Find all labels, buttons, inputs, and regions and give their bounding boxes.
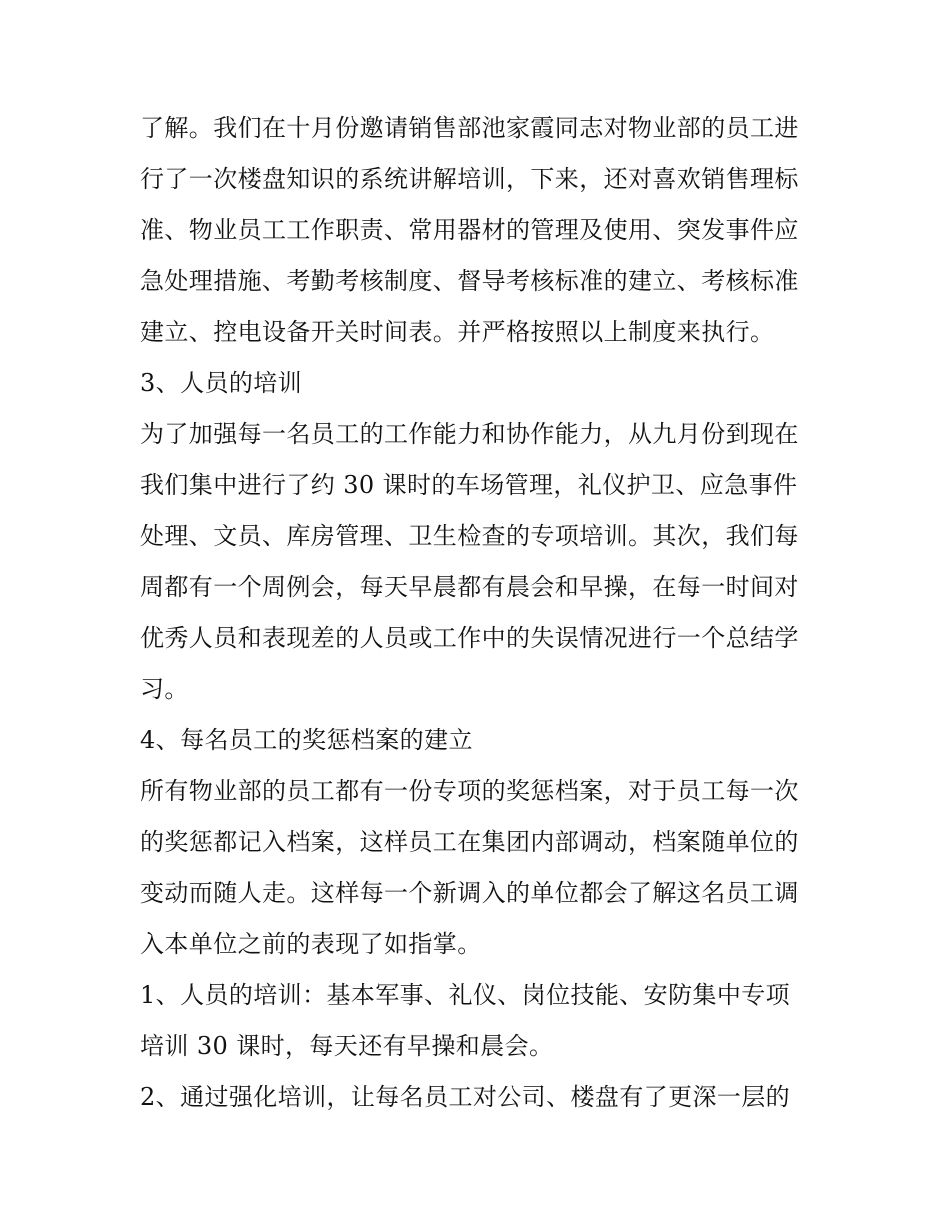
- text-line: 处理、文员、库房管理、卫生检查的专项培训。其次，我们每: [140, 522, 799, 550]
- text-line: 行了一次楼盘知识的系统讲解培训，下来，还对喜欢销售理标: [140, 165, 799, 193]
- section-heading: 4、每名员工的奖惩档案的建立: [140, 726, 473, 754]
- list-item: 1、人员的培训：基本军事、礼仪、岗位技能、安防集中专项: [140, 981, 791, 1009]
- list-item: 2、通过强化培训，让每名员工对公司、楼盘有了更深一层的: [140, 1083, 791, 1111]
- text-line: 所有物业部的员工都有一份专项的奖惩档案，对于员工每一次: [140, 777, 799, 805]
- text-line: 建立、控电设备开关时间表。并严格按照以上制度来执行。: [140, 318, 775, 346]
- text-line: 培训 30 课时，每天还有早操和晨会。: [140, 1032, 554, 1060]
- text-line: 的奖惩都记入档案，这样员工在集团内部调动，档案随单位的: [140, 828, 799, 856]
- section-heading: 3、人员的培训: [140, 369, 303, 397]
- text-line: 准、物业员工工作职责、常用器材的管理及使用、突发事件应: [140, 216, 799, 244]
- text-line: 入本单位之前的表现了如指掌。: [140, 930, 482, 958]
- text-line: 急处理措施、考勤考核制度、督导考核标准的建立、考核标准: [140, 267, 799, 295]
- text-line: 习。: [140, 675, 189, 703]
- text-line: 我们集中进行了约 30 课时的车场管理，礼仪护卫、应急事件: [140, 471, 798, 499]
- text-line: 变动而随人走。这样每一个新调入的单位都会了解这名员工调: [140, 879, 799, 907]
- text-line: 为了加强每一名员工的工作能力和协作能力，从九月份到现在: [140, 420, 799, 448]
- document-body: [140, 103, 816, 1123]
- text-line: 周都有一个周例会，每天早晨都有晨会和早操，在每一时间对: [140, 573, 799, 601]
- text-line: 优秀人员和表现差的人员或工作中的失误情况进行一个总结学: [140, 624, 799, 652]
- text-line: 了解。我们在十月份邀请销售部池家霞同志对物业部的员工进: [140, 114, 799, 142]
